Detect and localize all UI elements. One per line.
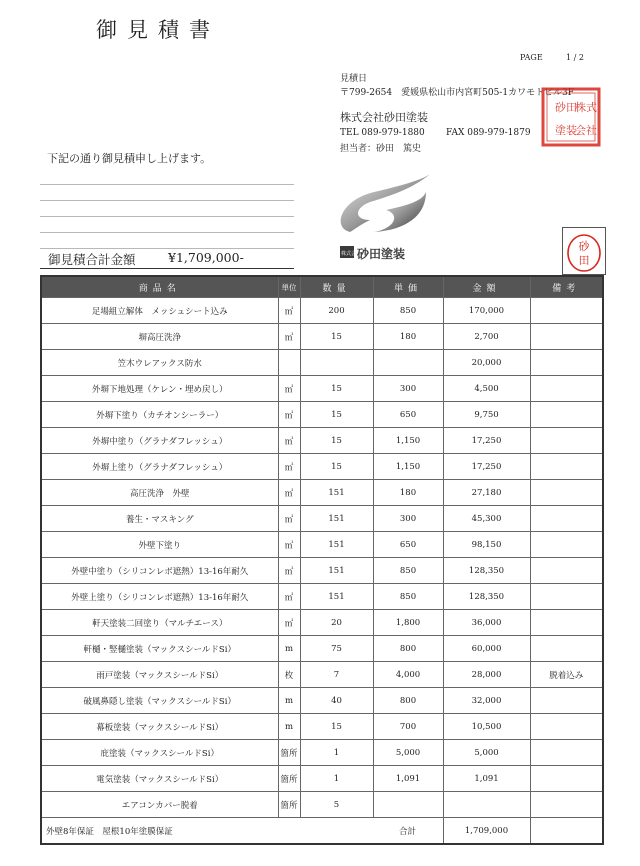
divider-line: [40, 200, 294, 201]
cell-name: 養生・マスキング: [41, 506, 278, 532]
cell-amount: 128,350: [443, 584, 530, 610]
cell-name: 外塀下塗り（カチオンシーラー）: [41, 402, 278, 428]
cell-qty: 40: [300, 688, 373, 714]
cell-unit: ㎡: [278, 324, 300, 350]
table-row: [41, 558, 603, 584]
cell-qty: 15: [300, 402, 373, 428]
cell-price: [373, 792, 443, 818]
cell-amount: 2,700: [443, 324, 530, 350]
cell-note: [530, 402, 603, 428]
cell-name: 外壁中塗り（シリコンレボ遮熱）13-16年耐久: [41, 558, 278, 584]
cell-note: [530, 350, 603, 376]
col-header-price: 単価: [373, 276, 443, 298]
cell-unit: 枚: [278, 662, 300, 688]
sum-value: 1,709,000: [443, 818, 530, 845]
company-name: 株式会社砂田塗装: [340, 111, 428, 124]
total-amount-label: 御見積合計金額: [48, 252, 136, 267]
cell-amount: 170,000: [443, 298, 530, 324]
seal-text-line: 塗装: [555, 124, 577, 137]
cell-amount: 32,000: [443, 688, 530, 714]
table-header-row: [41, 276, 603, 298]
cell-name: 電気塗装（マックスシールドSi）: [41, 766, 278, 792]
cell-note: [530, 740, 603, 766]
cell-note: [530, 558, 603, 584]
document-title: 御見積書: [96, 18, 220, 42]
cell-price: 1,800: [373, 610, 443, 636]
warranty-text: [41, 818, 443, 845]
cell-name: エアコンカバー脱着: [41, 792, 278, 818]
cell-unit: ㎡: [278, 610, 300, 636]
cell-amount: 60,000: [443, 636, 530, 662]
table-footer-row: [41, 818, 603, 845]
cell-qty: 20: [300, 610, 373, 636]
cell-qty: 15: [300, 428, 373, 454]
cell-unit: 箇所: [278, 766, 300, 792]
cell-unit: ㎡: [278, 402, 300, 428]
table-row: [41, 480, 603, 506]
company-fax: FAX 089-979-1879: [446, 128, 531, 138]
cell-amount: 98,150: [443, 532, 530, 558]
cell-qty: 15: [300, 714, 373, 740]
cell-note: [530, 636, 603, 662]
personal-seal-stamp: [566, 233, 602, 277]
logo-badge: 株式会社: [341, 251, 362, 257]
cell-amount: 17,250: [443, 428, 530, 454]
company-representative: 担当者：砂田 篤史: [340, 144, 422, 154]
cell-qty: 75: [300, 636, 373, 662]
estimate-date-label: 見積日: [340, 74, 368, 84]
cell-name: 高圧洗浄 外壁: [41, 480, 278, 506]
cell-unit: ㎡: [278, 480, 300, 506]
divider-line: [40, 232, 294, 233]
cell-unit: m: [278, 714, 300, 740]
cell-unit: ㎡: [278, 558, 300, 584]
cell-price: 850: [373, 584, 443, 610]
cell-qty: 1: [300, 740, 373, 766]
table-row: [41, 428, 603, 454]
table-row: [41, 350, 603, 376]
cell-qty: 5: [300, 792, 373, 818]
cell-amount: 36,000: [443, 610, 530, 636]
estimate-table: [40, 275, 604, 845]
cell-price: 300: [373, 376, 443, 402]
sum-label: 合計: [399, 826, 417, 837]
cell-unit: m: [278, 636, 300, 662]
cell-price: 1,150: [373, 428, 443, 454]
col-header-unit: 単位: [278, 276, 300, 298]
cell-qty: 15: [300, 324, 373, 350]
cell-amount: 28,000: [443, 662, 530, 688]
divider-line: [40, 248, 294, 249]
col-header-note: 備考: [530, 276, 603, 298]
table-row: [41, 714, 603, 740]
cell-price: 650: [373, 532, 443, 558]
company-tel: TEL 089-979-1880: [340, 128, 425, 138]
total-underline: [40, 268, 294, 269]
cell-note: [530, 480, 603, 506]
logo-text: 砂田塗装: [357, 247, 406, 261]
cell-name: 塀高圧洗浄: [41, 324, 278, 350]
cell-note: [530, 532, 603, 558]
greeting-text: 下記の通り御見積申し上げます。: [47, 152, 212, 165]
seal-text-line: 砂田: [555, 101, 577, 114]
cell-price: 180: [373, 480, 443, 506]
cell-qty: 151: [300, 584, 373, 610]
cell-note: [530, 688, 603, 714]
total-amount-value: ¥1,709,000-: [168, 250, 244, 265]
cell-name: 軒天塗装二回塗り（マルチエース）: [41, 610, 278, 636]
cell-unit: ㎡: [278, 454, 300, 480]
cell-unit: [278, 350, 300, 376]
cell-name: 外塀下地処理（ケレン・埋め戻し）: [41, 376, 278, 402]
cell-note: 脱着込み: [530, 662, 603, 688]
col-header-name: 商品名: [41, 276, 278, 298]
svg-text:田: 田: [578, 254, 590, 267]
cell-name: 外塀上塗り（グラナダフレッシュ）: [41, 454, 278, 480]
divider-line: [40, 184, 294, 185]
cell-note: [530, 298, 603, 324]
cell-unit: ㎡: [278, 298, 300, 324]
table-row: [41, 298, 603, 324]
cell-price: 300: [373, 506, 443, 532]
cell-qty: 151: [300, 506, 373, 532]
cell-unit: ㎡: [278, 376, 300, 402]
cell-name: 外壁下塗り: [41, 532, 278, 558]
cell-amount: 27,180: [443, 480, 530, 506]
cell-qty: 7: [300, 662, 373, 688]
cell-note: [530, 506, 603, 532]
seal-text-line: 株式: [575, 101, 597, 114]
cell-unit: ㎡: [278, 584, 300, 610]
cell-name: 足場組立解体 メッシュシート込み: [41, 298, 278, 324]
cell-price: 1,091: [373, 766, 443, 792]
cell-amount: 5,000: [443, 740, 530, 766]
cell-amount: [443, 792, 530, 818]
cell-name: 外塀中塗り（グラナダフレッシュ）: [41, 428, 278, 454]
table-row: [41, 662, 603, 688]
cell-amount: 4,500: [443, 376, 530, 402]
cell-amount: 10,500: [443, 714, 530, 740]
table-row: [41, 454, 603, 480]
table-row: [41, 792, 603, 818]
table-row: [41, 584, 603, 610]
cell-price: 1,150: [373, 454, 443, 480]
cell-note: [530, 324, 603, 350]
cell-price: 850: [373, 558, 443, 584]
cell-qty: [300, 350, 373, 376]
page-label: PAGE: [520, 53, 543, 62]
cell-name: 庇塗装（マックスシールドSi）: [41, 740, 278, 766]
cell-note: [530, 792, 603, 818]
cell-unit: ㎡: [278, 428, 300, 454]
cell-unit: m: [278, 688, 300, 714]
cell-qty: 200: [300, 298, 373, 324]
company-address: 〒799-2654 愛媛県松山市内宮町505-1カワモトビル3F: [340, 88, 575, 98]
cell-name: 幕板塗装（マックスシールドSi）: [41, 714, 278, 740]
cell-qty: 15: [300, 376, 373, 402]
cell-note: [530, 454, 603, 480]
cell-note: [530, 376, 603, 402]
col-header-amount: 金額: [443, 276, 530, 298]
cell-note: [530, 766, 603, 792]
table-row: [41, 402, 603, 428]
cell-price: 4,000: [373, 662, 443, 688]
cell-price: 650: [373, 402, 443, 428]
cell-note: [530, 428, 603, 454]
cell-name: 笠木ウレアックス防水: [41, 350, 278, 376]
table-row: [41, 636, 603, 662]
cell-amount: 1,091: [443, 766, 530, 792]
table-row: [41, 376, 603, 402]
cell-price: 800: [373, 688, 443, 714]
cell-price: 700: [373, 714, 443, 740]
divider-line: [40, 216, 294, 217]
company-seal-stamp: [541, 87, 601, 151]
cell-price: 5,000: [373, 740, 443, 766]
company-logo: [330, 170, 440, 269]
cell-amount: 128,350: [443, 558, 530, 584]
table-row: [41, 532, 603, 558]
cell-name: 軒樋・竪樋塗装（マックスシールドSi）: [41, 636, 278, 662]
cell-name: 破風鼻隠し塗装（マックスシールドSi）: [41, 688, 278, 714]
cell-amount: 45,300: [443, 506, 530, 532]
seal-text-line: 会社: [575, 124, 597, 137]
cell-price: 180: [373, 324, 443, 350]
cell-qty: 151: [300, 532, 373, 558]
cell-price: [373, 350, 443, 376]
cell-qty: 151: [300, 480, 373, 506]
cell-unit: ㎡: [278, 506, 300, 532]
cell-name: 雨戸塗装（マックスシールドSi）: [41, 662, 278, 688]
col-header-qty: 数量: [300, 276, 373, 298]
warranty-label: 外壁8年保証 屋根10年塗膜保証: [46, 826, 173, 837]
cell-qty: 15: [300, 454, 373, 480]
cell-unit: 箇所: [278, 740, 300, 766]
cell-amount: 17,250: [443, 454, 530, 480]
cell-price: 850: [373, 298, 443, 324]
footer-note-cell: [530, 818, 603, 845]
table-row: [41, 324, 603, 350]
cell-note: [530, 610, 603, 636]
table-row: [41, 506, 603, 532]
cell-note: [530, 714, 603, 740]
cell-price: 800: [373, 636, 443, 662]
cell-amount: 20,000: [443, 350, 530, 376]
table-row: [41, 610, 603, 636]
cell-unit: ㎡: [278, 532, 300, 558]
cell-unit: 箇所: [278, 792, 300, 818]
table-row: [41, 688, 603, 714]
table-row: [41, 740, 603, 766]
cell-name: 外壁上塗り（シリコンレボ遮熱）13-16年耐久: [41, 584, 278, 610]
svg-text:砂: 砂: [578, 240, 590, 253]
page-number: 1 / 2: [566, 53, 584, 62]
cell-qty: 151: [300, 558, 373, 584]
cell-amount: 9,750: [443, 402, 530, 428]
table-row: [41, 766, 603, 792]
cell-note: [530, 584, 603, 610]
cell-qty: 1: [300, 766, 373, 792]
